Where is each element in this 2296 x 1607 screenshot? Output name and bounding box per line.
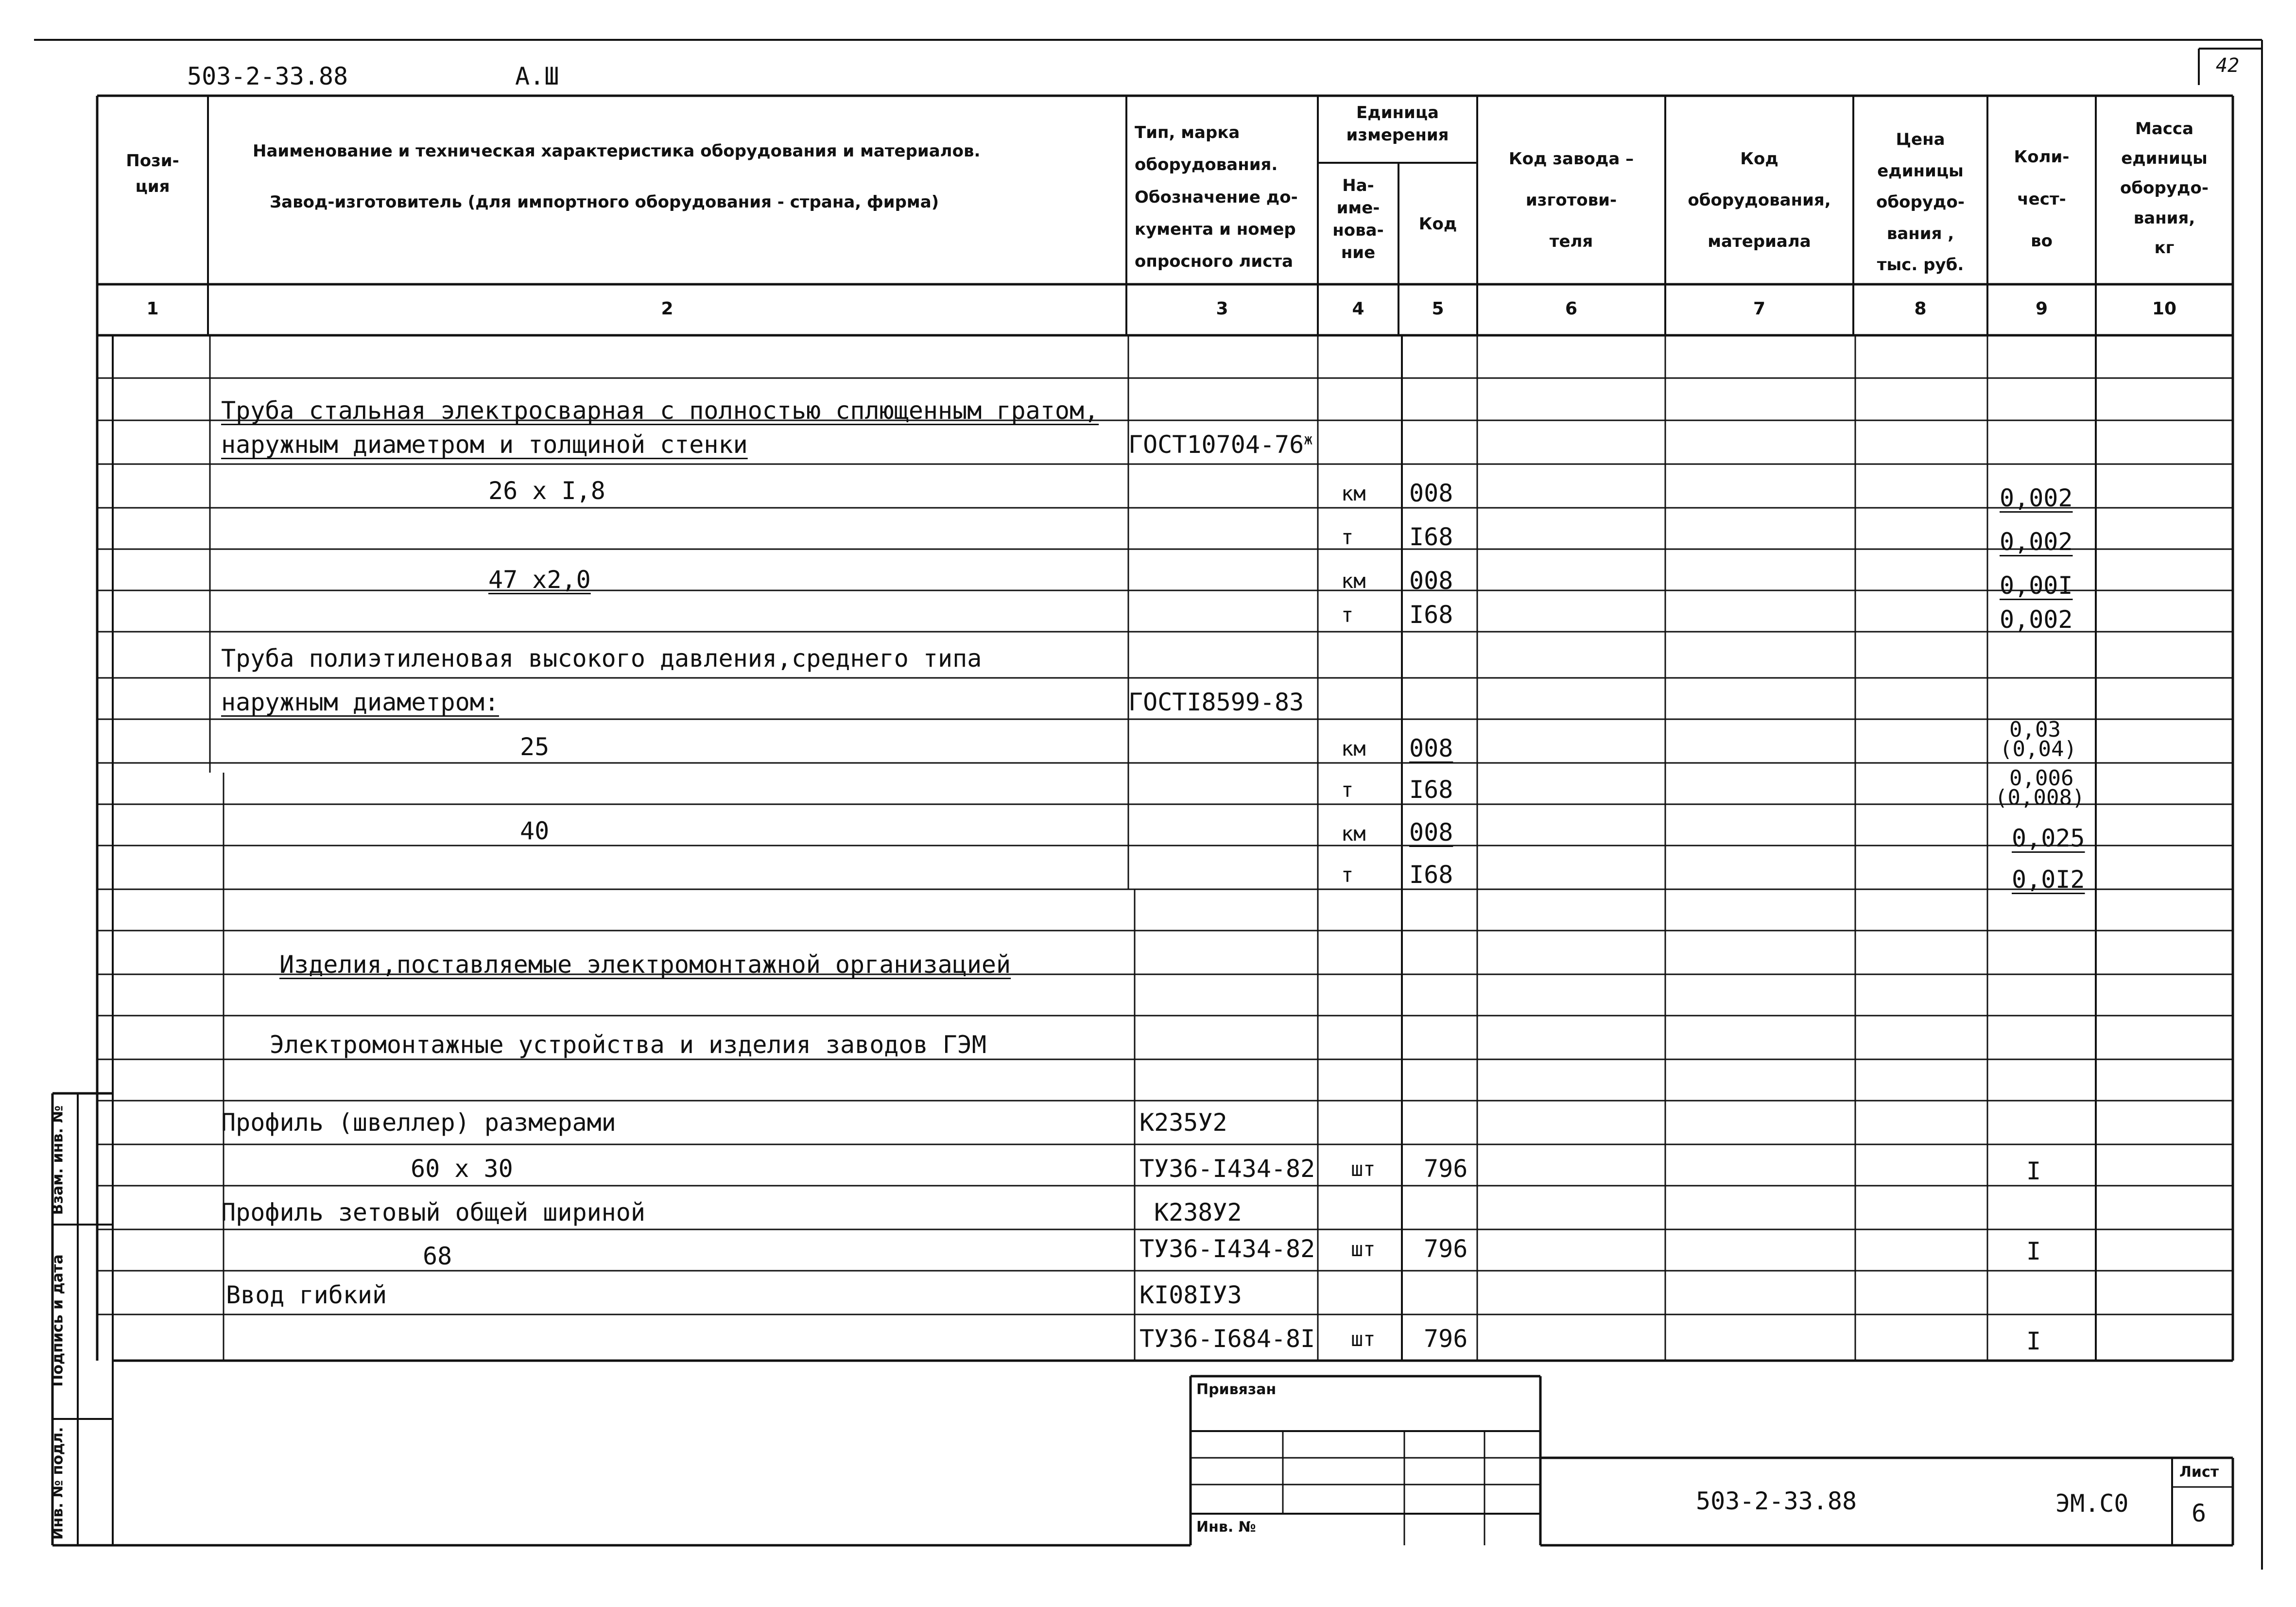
row-unit: т: [1341, 603, 1354, 627]
side-vzam-label: Взам. инв. №: [49, 1105, 67, 1215]
row-name: 68: [423, 1242, 452, 1270]
row-unit: км: [1341, 569, 1366, 593]
row-unit: т: [1341, 778, 1354, 802]
top-doc-code: 503-2-33.88: [187, 62, 348, 90]
row-unit: км: [1341, 737, 1366, 760]
row-qty: 0,002: [2000, 484, 2073, 512]
row-name: 47 х2,0: [488, 566, 591, 594]
row-qty: I: [2026, 1237, 2041, 1265]
side-vzam-wrap: [0, 1105, 116, 1215]
row-doc: ТУ36-I684-8I: [1139, 1325, 1315, 1353]
row-unit: км: [1341, 822, 1366, 846]
row-doc: ТУ36-I434-82: [1139, 1235, 1315, 1263]
header-quantity: Коли- чест- во: [2014, 147, 2070, 251]
row-doc: ТУ36-I434-82: [1139, 1155, 1315, 1183]
side-podpis-label: Подпись и дата: [49, 1254, 67, 1387]
row-name: 26 х I,8: [488, 477, 605, 505]
stamp-inv-label: Инв. №: [1196, 1519, 1256, 1536]
stamp-sheet-number: 6: [2192, 1499, 2207, 1527]
asterisk-mark: ж: [1304, 431, 1313, 449]
col-number-6: 6: [1565, 299, 1578, 319]
row-name: наружным диаметром:: [221, 688, 499, 716]
row-code: I68: [1409, 601, 1453, 629]
stamp-doc-mark: ЭМ.С0: [2055, 1489, 2129, 1518]
stamp-sheet-label: Лист: [2179, 1464, 2219, 1481]
row-unit: км: [1341, 482, 1366, 505]
col-number-8: 8: [1914, 299, 1927, 319]
row-unit: т: [1341, 525, 1354, 549]
row-unit: шт: [1351, 1327, 1376, 1351]
row-code: 008: [1409, 567, 1453, 595]
col-number-4: 4: [1352, 299, 1364, 319]
col-number-2: 2: [661, 299, 673, 319]
col-number-10: 10: [2152, 299, 2177, 319]
row-code: 796: [1424, 1325, 1468, 1353]
header-price: Цена единицы оборудо- вания , тыс. руб.: [1876, 130, 1965, 275]
row-code: I68: [1409, 861, 1453, 889]
section-title: Электромонтажные устройства и изделия заводов ГЭМ: [270, 1031, 987, 1059]
row-qty: 0,00I: [2000, 571, 2073, 600]
side-podpis-wrap: [0, 1254, 138, 1387]
row-name: Труба полиэтиленовая высокого давления,среднего типа: [221, 644, 982, 673]
header-mass: Масса единицы оборудо- вания, кг: [2120, 119, 2209, 258]
row-doc: К238У2: [1154, 1198, 1242, 1227]
row-code: 008: [1409, 734, 1453, 762]
row-unit: шт: [1351, 1237, 1376, 1261]
col-number-3: 3: [1216, 299, 1228, 319]
row-name: Профиль зетовый общей шириной: [221, 1198, 645, 1227]
header-position: Пози- ция: [126, 151, 179, 196]
stamp-bound-label: Привязан: [1196, 1381, 1277, 1398]
header-factory-code: Код завода – изготови- теля: [1508, 149, 1634, 251]
header-name-line1: Наименование и техническая характеристика оборудования и материалов.: [253, 141, 981, 161]
header-unit-group: Единица измерения: [1346, 103, 1449, 145]
section-title: Изделия,поставляемые электромонтажной организацией: [279, 950, 1011, 979]
top-album-mark: А.Ш: [515, 62, 559, 90]
row-name: наружным диаметром и толщиной стенки: [221, 431, 748, 459]
row-name: 25: [520, 733, 550, 761]
col-number-7: 7: [1753, 299, 1766, 319]
row-doc: К235У2: [1139, 1108, 1227, 1137]
row-code: I68: [1409, 523, 1453, 551]
header-type-doc: Тип, марка оборудования. Обозначение до- кумента и номер опросного листа: [1135, 123, 1298, 272]
row-doc: КI08IУ3: [1139, 1281, 1242, 1309]
row-doc: ГОСТI8599-83: [1128, 688, 1304, 716]
row-code: 008: [1409, 479, 1453, 507]
row-doc: $ГОСТ10704-76^ж$: [1128, 431, 1313, 459]
row-qty: 0,025: [2012, 824, 2085, 852]
row-qty: 0,002: [2000, 605, 2073, 634]
row-unit: т: [1341, 863, 1354, 887]
row-code: I68: [1409, 776, 1453, 804]
row-code: 796: [1424, 1235, 1468, 1263]
header-name-line2: Завод-изготовитель (для импортного оборудования - страна, фирма): [270, 192, 939, 212]
header-unit-code: Код: [1418, 214, 1457, 234]
row-qty: I: [2026, 1157, 2041, 1185]
row-code: 008: [1409, 818, 1453, 847]
row-unit: шт: [1351, 1157, 1376, 1181]
row-qty: 0,0I2: [2012, 865, 2085, 894]
row-name: Ввод гибкий: [226, 1281, 387, 1309]
row-qty: I: [2026, 1327, 2041, 1355]
side-inv-label: Инв. № подл.: [49, 1427, 67, 1540]
side-inv-wrap: [0, 1427, 119, 1540]
header-material-code: Код оборудования, материала: [1688, 149, 1831, 251]
col-number-5: 5: [1432, 299, 1444, 319]
row-name: Труба стальная электросварная с полностью сплющенным гратом,: [221, 397, 1099, 425]
row-name: 60 х 30: [411, 1155, 513, 1183]
corner-page-number: 42: [2216, 54, 2240, 77]
row-code: 796: [1424, 1155, 1468, 1183]
row-qty-alt: (0,008): [1995, 785, 2085, 810]
row-qty: 0,002: [2000, 528, 2073, 556]
row-qty: 0,03: [2009, 717, 2061, 742]
row-qty-alt: (0,04): [2000, 737, 2077, 761]
header-unit-name: На- име- нова- ние: [1332, 176, 1384, 262]
row-qty: 0,006: [2009, 766, 2074, 791]
col-number-1: 1: [146, 299, 159, 319]
row-name: 40: [520, 817, 550, 845]
row-name: Профиль (швеллер) размерами: [221, 1108, 616, 1137]
col-number-9: 9: [2035, 299, 2048, 319]
stamp-doc-code: 503-2-33.88: [1696, 1487, 1857, 1515]
